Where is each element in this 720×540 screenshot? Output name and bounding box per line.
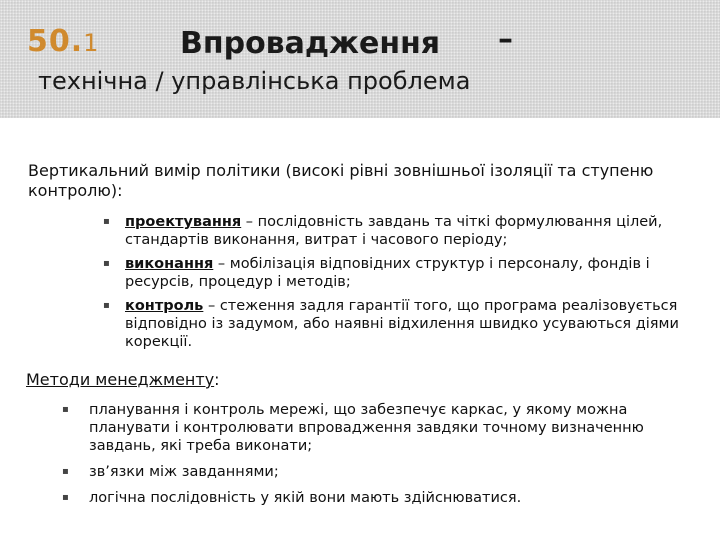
dimension-term: контроль xyxy=(125,298,204,314)
bullet-icon: ▪ xyxy=(62,466,69,477)
list-item xyxy=(103,213,693,249)
bullet-icon: ▪ xyxy=(103,216,110,227)
list-item xyxy=(103,255,693,291)
list-item xyxy=(62,489,682,507)
dimension-list xyxy=(103,213,693,351)
method-text: логічна послідовність у якій вони мають здійснюватися. xyxy=(89,490,522,506)
methods-list xyxy=(62,401,682,507)
bullet-icon: ▪ xyxy=(103,258,110,269)
dimension-text: – мобілізація відповідних структур і персоналу, фондів і ресурсів, процедур і методів; xyxy=(125,256,650,290)
slide-title: Впровадження xyxy=(180,26,441,61)
list-item xyxy=(62,401,682,455)
title-banner xyxy=(0,0,720,118)
title-dash: – xyxy=(498,22,513,57)
dimension-text: – стеження задля гарантії того, що програма реалізовується відповідно із задумом, або наявні відхилення швидко усуваються діями корекції. xyxy=(125,298,679,350)
bullet-icon: ▪ xyxy=(62,404,69,415)
intro-text: Вертикальний вимір політики (високі рівні зовнішньої ізоляції та ступеню контролю): xyxy=(28,161,654,200)
slide-number-minor: 1 xyxy=(83,29,100,57)
methods-heading-colon: : xyxy=(214,370,220,389)
methods-heading-text: Методи менеджменту xyxy=(26,370,215,389)
slide-number-major: 50. xyxy=(27,24,84,59)
dimension-term: виконання xyxy=(125,256,214,272)
bullet-icon: ▪ xyxy=(103,300,110,311)
methods-heading xyxy=(26,370,220,389)
slide-number xyxy=(27,24,99,59)
slide-subtitle: технічна / управлінська проблема xyxy=(38,67,471,95)
list-item xyxy=(62,463,682,481)
method-text: планування і контроль мережі, що забезпечує каркас, у якому можна планувати і контролювати впровадження завдяки точному визначенню завдань, які треба виконати; xyxy=(89,402,644,454)
bullet-icon: ▪ xyxy=(62,492,69,503)
dimension-term: проектування xyxy=(125,214,242,230)
dimension-text: – послідовність завдань та чіткі формулювання цілей, стандартів виконання, витрат і часового періоду; xyxy=(125,214,663,248)
list-item xyxy=(103,297,693,351)
intro-paragraph xyxy=(28,161,693,201)
method-text: зв’язки між завданнями; xyxy=(89,464,279,480)
